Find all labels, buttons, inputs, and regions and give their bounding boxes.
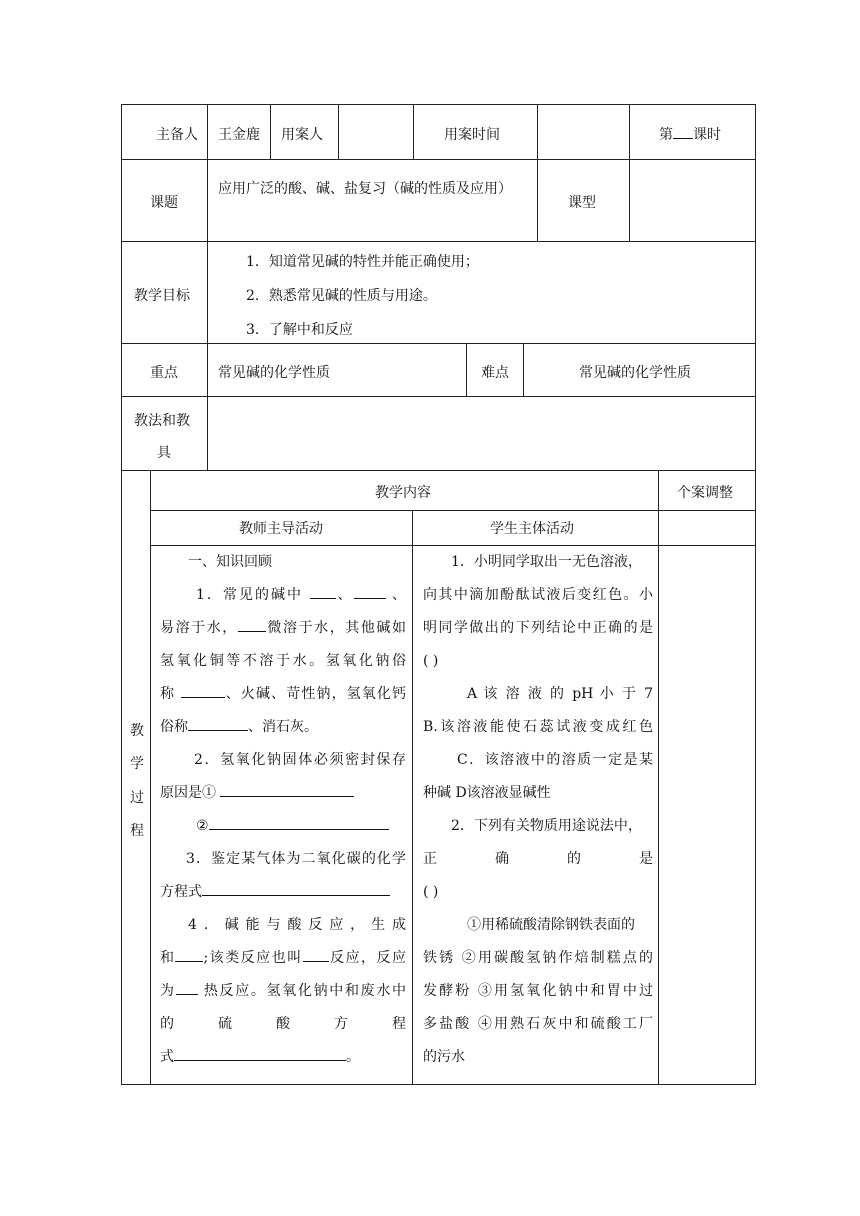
process-side-label-1: 教	[130, 723, 144, 739]
student-q1-line2: 向其中滴加酚酞试液后变红色。小	[423, 587, 653, 603]
student-q1-line1: 1．小明同学取出一无色溶液，	[451, 554, 642, 570]
teacher-q4-line3: 为 热反应。氢氧化钠中和废水中	[160, 975, 406, 1008]
teacher-activity	[160, 546, 406, 1074]
teacher-q4-line5: 式 。	[160, 1041, 406, 1074]
process-side-label-2: 学	[130, 756, 144, 772]
blank-1[interactable]	[310, 584, 336, 599]
student-q1-option-a: A 该 溶 液 的 pH 小 于 7	[467, 686, 653, 702]
teacher-q4-line1: 4．碱能与酸反应，生成	[188, 917, 406, 933]
blank-4[interactable]	[181, 683, 225, 698]
student-q1-option-c: C．该溶液中的溶质一定是某	[457, 752, 653, 768]
teacher-header: 教师主导活动	[239, 521, 323, 537]
teacher-q2-line3: ②	[160, 810, 406, 843]
goal-item-1: 1．知道常见碱的特性并能正确使用；	[246, 254, 479, 270]
type-label: 课型	[568, 195, 596, 211]
student-q2-line2: 正 确 的 是	[423, 851, 653, 867]
process-side-label-3: 过	[130, 790, 144, 806]
teacher-q1-line3: 氢氧化铜等不溶于水。氢氧化钠俗	[160, 653, 406, 669]
topic-label: 课题	[150, 195, 178, 211]
teacher-q4-line4: 的 硫 酸 方 程	[160, 1016, 406, 1032]
content-header: 教学内容	[375, 485, 431, 501]
student-q2-line6: 发酵粉 ③用氢氧化钠中和胃中过	[423, 983, 653, 999]
blank-5[interactable]	[188, 716, 248, 731]
blank-8[interactable]	[202, 881, 390, 896]
student-q2-line5: 铁锈 ②用碳酸氢钠作焙制糕点的	[423, 950, 653, 966]
blank-2[interactable]	[354, 584, 386, 599]
blank-7[interactable]	[209, 815, 389, 830]
blank-3[interactable]	[238, 617, 266, 632]
blank-12[interactable]	[174, 1046, 346, 1061]
period-field	[659, 124, 721, 144]
student-q1-line3: 明同学做出的下列结论中正确的是	[423, 620, 653, 636]
teacher-q3-line1: 3．鉴定某气体为二氧化碳的化学	[186, 851, 406, 867]
lead-label: 主备人	[156, 127, 198, 143]
key-point-label: 重点	[150, 365, 178, 381]
teacher-q2-line1: 2．氢氧化钠固体必须密封保存	[194, 752, 406, 768]
adjust-header: 个案调整	[677, 485, 733, 501]
student-q1-option-d: 种碱 D该溶液显碱性	[423, 785, 551, 801]
type-value-field[interactable]	[630, 160, 755, 241]
teacher-q1-line1: 1．常见的碱中 、 、	[160, 579, 406, 612]
student-q2-line7: 多盐酸 ④用熟石灰中和硫酸工厂	[423, 1016, 653, 1032]
student-q1-paren: ( )	[423, 653, 439, 669]
teacher-q3-line2: 方程式	[160, 876, 406, 909]
goals-label: 教学目标	[134, 288, 190, 304]
user-label: 用案人	[281, 127, 323, 143]
student-q2-line1: 2．下列有关物质用途说法中，	[451, 818, 642, 834]
student-activity	[423, 546, 653, 1074]
teacher-section-title: 一、知识回顾	[188, 554, 272, 570]
lead-value: 王金鹿	[218, 127, 260, 143]
period-suffix: 课时	[693, 127, 721, 143]
difficulty-label: 难点	[481, 365, 509, 381]
student-header: 学生主体活动	[490, 521, 574, 537]
goal-item-3: 3．了解中和反应	[246, 322, 353, 338]
method-value-field[interactable]	[208, 397, 755, 470]
student-q2-line8: 的污水	[423, 1049, 465, 1065]
teacher-q4-line2: 和 ;该类反应也叫 反应，反应	[160, 942, 406, 975]
teacher-q1-line4: 称 、火碱、苛性钠，氢氧化钙	[160, 678, 406, 711]
key-point-value: 常见碱的化学性质	[218, 365, 330, 381]
method-label-line1: 教法和教	[134, 413, 190, 429]
time-label: 用案时间	[444, 127, 500, 143]
blank-10[interactable]	[303, 947, 329, 962]
user-value-field[interactable]	[339, 105, 413, 159]
adjust-field[interactable]	[659, 546, 755, 1084]
blank-11[interactable]	[176, 980, 198, 995]
difficulty-value: 常见碱的化学性质	[579, 365, 691, 381]
blank-9[interactable]	[175, 947, 203, 962]
period-blank[interactable]	[673, 124, 693, 139]
student-q2-paren: ( )	[423, 884, 439, 900]
goal-item-2: 2．熟悉常见碱的性质与用途。	[246, 288, 437, 304]
teacher-q2-line2: 原因是①	[160, 777, 406, 810]
period-prefix: 第	[659, 127, 673, 143]
method-label-line2: 具	[157, 445, 171, 461]
student-q1-option-b: B.该溶液能使石蕊试液变成红色	[423, 719, 653, 735]
topic-value: 应用广泛的酸、碱、盐复习（碱的性质及应用）	[218, 181, 512, 197]
process-side-label-4: 程	[130, 823, 144, 839]
teacher-q1-line2: 易溶于水， 微溶于水，其他碱如	[160, 612, 406, 645]
time-value-field[interactable]	[538, 105, 629, 159]
teacher-q1-line5: 俗称 、消石灰。	[160, 711, 406, 744]
student-q2-item1: ①用稀硫酸清除钢铁表面的	[467, 917, 635, 933]
blank-6[interactable]	[220, 782, 354, 797]
